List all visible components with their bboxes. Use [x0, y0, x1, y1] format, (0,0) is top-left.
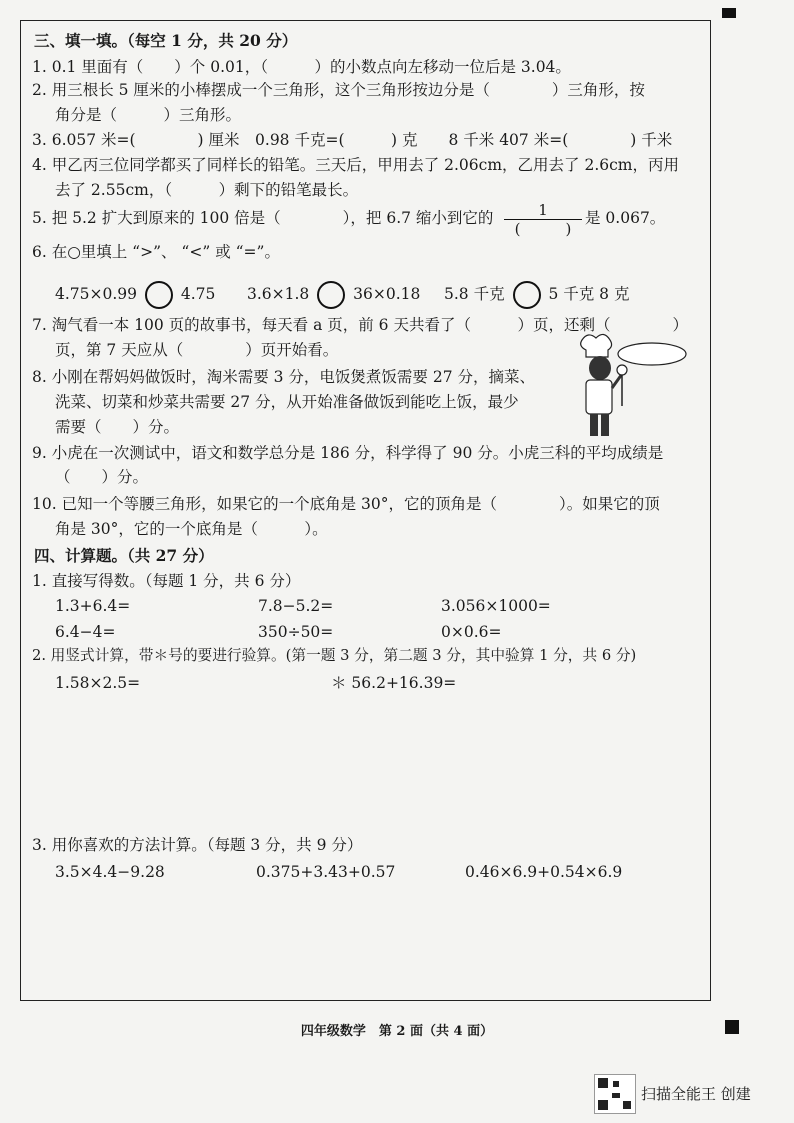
- calc-item: 3.056×1000=: [441, 597, 551, 615]
- fraction-numerator: 1: [538, 201, 548, 219]
- vertical-calc-item: ＊ 56.2+16.39=: [331, 674, 457, 692]
- question-5-cont: 是 0.067。: [585, 209, 666, 227]
- calc-item: 0.375+3.43+0.57: [256, 863, 396, 881]
- compare-right: 5 千克 8 克: [548, 285, 630, 303]
- chef-illustration: [568, 328, 698, 448]
- qr-code-icon: [594, 1074, 636, 1114]
- question-1: 1. 0.1 里面有（ ）个 0.01，（ ）的小数点向左移动一位后是 3.04。: [32, 58, 571, 76]
- question-4-cont: 去了 2.55cm，（ ）剩下的铅笔最长。: [55, 181, 359, 199]
- vertical-calc-item: 1.58×2.5=: [55, 674, 141, 692]
- calc-item: 0×0.6=: [441, 623, 502, 641]
- section-title: 三、填一填。（每空 1 分，共 20 分）: [34, 31, 298, 50]
- scanner-watermark: [594, 1074, 779, 1114]
- calc-item: 0.46×6.9+0.54×6.9: [465, 863, 623, 881]
- calc-item: 6.4−4=: [55, 623, 116, 641]
- page-footer: 四年级数学 第 2 面（共 4 面）: [300, 1024, 494, 1039]
- question-10: 10. 已知一个等腰三角形，如果它的一个底角是 30°，它的顶角是（ ）。如果它的顶: [32, 495, 660, 513]
- question-2-cont: 角分是（ ）三角形。: [55, 106, 242, 124]
- question-9: 9. 小虎在一次测试中，语文和数学总分是 186 分，科学得了 90 分。小虎三科的平均成绩是: [32, 444, 664, 462]
- question-7: 7. 淘气看一本 100 页的故事书，每天看 a 页，前 6 天共看了（ ）页，还剩（ ）: [32, 316, 688, 334]
- compare-circle[interactable]: [513, 281, 541, 309]
- compare-left: 3.6×1.8: [247, 285, 310, 303]
- watermark-text: 扫描全能王 创建: [641, 1085, 751, 1103]
- compare-left: 4.75×0.99: [55, 285, 138, 303]
- fraction-denominator: ( ): [514, 220, 572, 238]
- question-8-cont: 需要（ ）分。: [55, 418, 180, 436]
- registration-mark: [722, 8, 736, 18]
- calc-item: 350÷50=: [258, 623, 334, 641]
- part-2-title: 2. 用竖式计算，带＊号的要进行验算。(第一题 3 分，第二题 3 分，其中验算 1 分，共 6 分): [32, 647, 637, 664]
- question-8-cont: 洗菜、切菜和炒菜共需要 27 分，从开始准备做饭到能吃上饭，最少: [55, 393, 519, 411]
- compare-right: 4.75: [180, 285, 216, 303]
- compare-right: 36×0.18: [353, 285, 421, 303]
- question-8: 8. 小刚在帮妈妈做饭时，淘米需要 3 分，电饭煲煮饭需要 27 分，摘菜、: [32, 368, 536, 386]
- section-title: 四、计算题。（共 27 分）: [34, 546, 214, 565]
- question-6: 6. 在○里填上 “>”、 “<” 或 “=”。: [32, 243, 280, 261]
- calc-item: 1.3+6.4=: [55, 597, 131, 615]
- calc-item: 7.8−5.2=: [258, 597, 334, 615]
- compare-left: 5.8 千克: [444, 285, 505, 303]
- compare-item: [444, 281, 629, 309]
- calc-item: 3.5×4.4−9.28: [55, 863, 165, 881]
- compare-circle[interactable]: [317, 281, 345, 309]
- compare-circle[interactable]: [145, 281, 173, 309]
- compare-item: [247, 281, 420, 309]
- question-5: 5. 把 5.2 扩大到原来的 100 倍是（ ），把 6.7 缩小到它的: [32, 209, 494, 227]
- fraction: [504, 201, 582, 238]
- question-3: 3. 6.057 米=( ) 厘米 0.98 千克=( ) 克 8 千米 407 米=( ) 千米: [32, 131, 673, 149]
- part-1-title: 1. 直接写得数。（每题 1 分，共 6 分）: [32, 572, 301, 590]
- part-3-title: 3. 用你喜欢的方法计算。（每题 3 分，共 9 分）: [32, 836, 363, 854]
- question-9-cont: （ ）分。: [55, 468, 149, 486]
- compare-item: [55, 281, 215, 309]
- question-7-cont: 页，第 7 天应从（ ）页开始看。: [55, 341, 339, 359]
- question-10-cont: 角是 30°，它的一个底角是（ ）。: [55, 520, 328, 538]
- question-2: 2. 用三根长 5 厘米的小棒摆成一个三角形，这个三角形按边分是（ ）三角形，按: [32, 81, 645, 99]
- question-4: 4. 甲乙丙三位同学都买了同样长的铅笔。三天后，甲用去了 2.06cm，乙用去了 2.6cm，丙用: [32, 156, 679, 174]
